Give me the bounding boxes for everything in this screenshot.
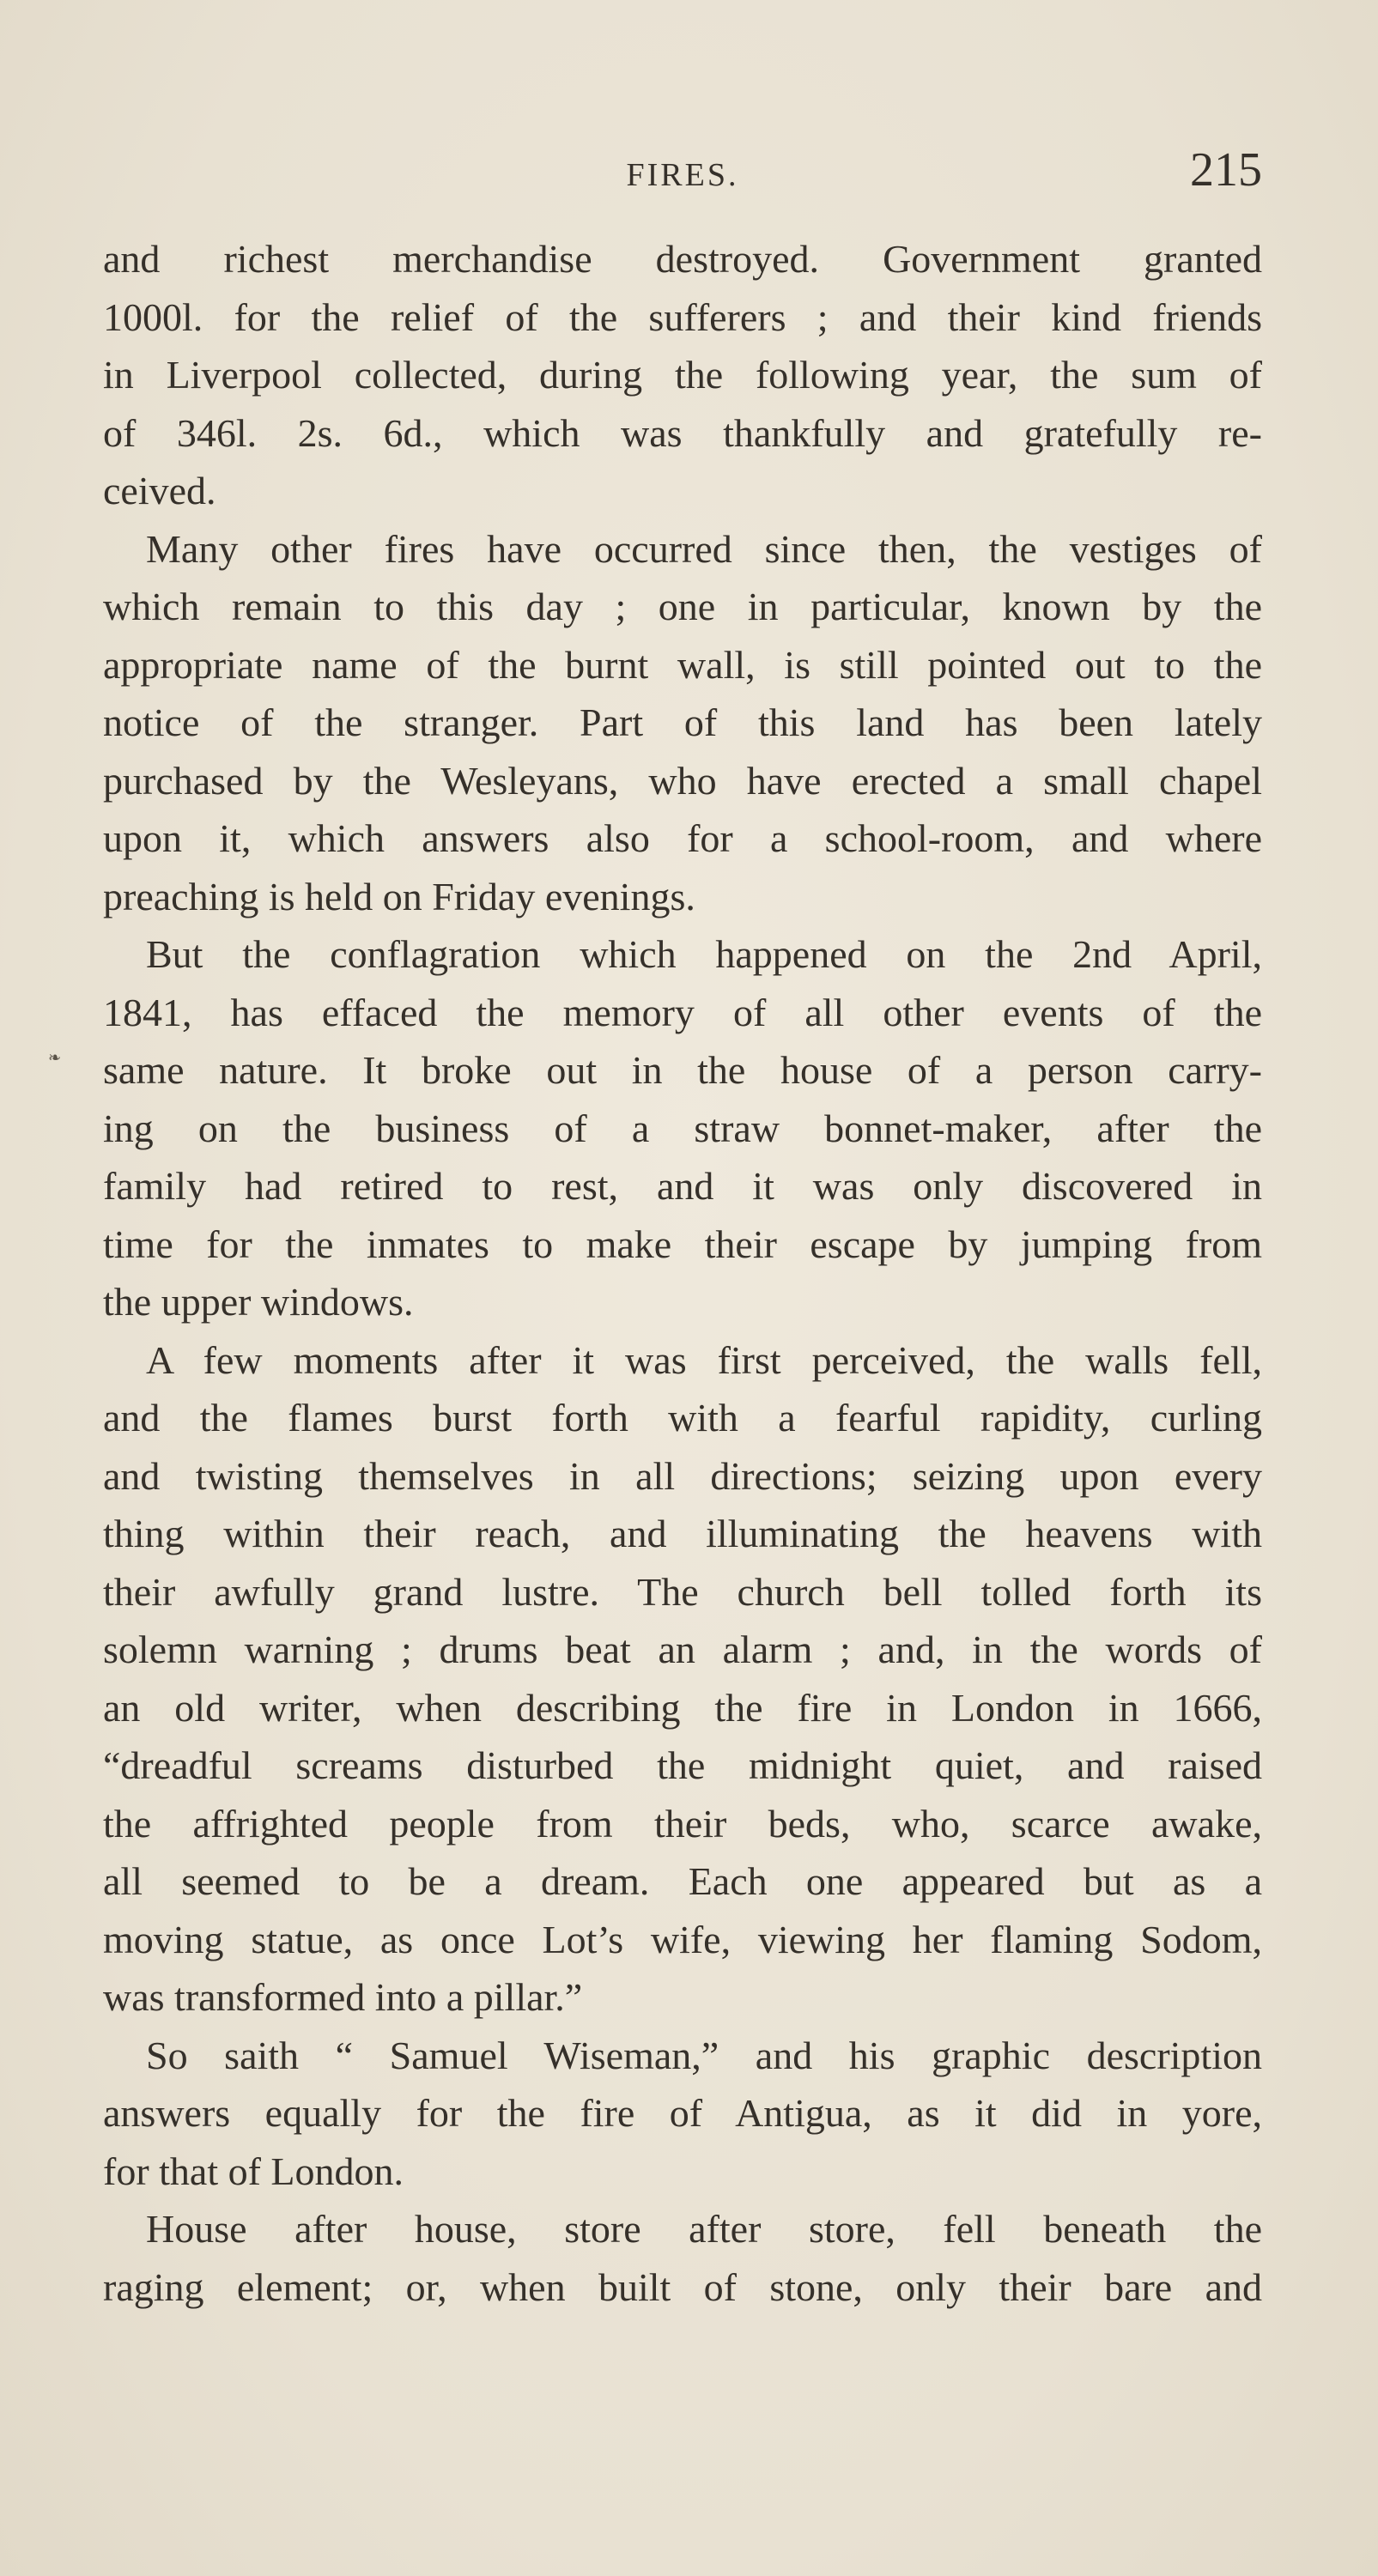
- text-line: for that of London.: [103, 2149, 404, 2193]
- text-line: was transformed into a pillar.”: [103, 1975, 583, 2019]
- text-line: preaching is held on Friday evenings.: [103, 874, 695, 918]
- text-line: moving statue, as once Lot’s wife, viewing her flaming Sodom,: [103, 1917, 1262, 1961]
- text-line: which remain to this day ; one in particular, known by the: [103, 585, 1262, 628]
- text-line: the upper windows.: [103, 1280, 414, 1324]
- text-line: in Liverpool collected, during the following year, the sum of: [103, 353, 1262, 397]
- text-line: thing within their reach, and illuminating the heavens with: [103, 1512, 1262, 1555]
- text-line: raging element; or, when built of stone, only their bare and: [103, 2264, 1262, 2309]
- body-text: [103, 230, 1262, 2316]
- text-line: notice of the stranger. Part of this land has been lately: [103, 700, 1262, 744]
- text-line: upon it, which answers also for a school-room, and where: [103, 816, 1262, 860]
- text-line: appropriate name of the burnt wall, is still pointed out to the: [103, 642, 1262, 687]
- text-line: 1841, has effaced the memory of all other events of the: [103, 990, 1262, 1034]
- text-line: family had retired to rest, and it was only discovered in: [103, 1164, 1262, 1208]
- text-line: But the conflagration which happened on the 2nd April,: [146, 932, 1262, 976]
- text-line: an old writer, when describing the fire in London in 1666,: [103, 1685, 1262, 1730]
- text-line: answers equally for the fire of Antigua, as it did in yore,: [103, 2091, 1262, 2135]
- text-line: “dreadful screams disturbed the midnight quiet, and raised: [103, 1743, 1262, 1787]
- text-line: So saith “ Samuel Wiseman,” and his graphic description: [146, 2033, 1262, 2077]
- text-line: and richest merchandise destroyed. Government granted: [103, 237, 1262, 281]
- text-line: ceived.: [103, 469, 216, 512]
- text-line: ing on the business of a straw bonnet-maker, after the: [103, 1106, 1262, 1150]
- margin-speck-mark: ❧: [48, 1049, 62, 1067]
- text-line: the affrighted people from their beds, who, scarce awake,: [103, 1801, 1262, 1846]
- text-line: all seemed to be a dream. Each one appeared but as a: [103, 1859, 1262, 1903]
- text-line: solemn warning ; drums beat an alarm ; and, in the words of: [103, 1627, 1262, 1671]
- text-line: and twisting themselves in all directions; seizing upon every: [103, 1453, 1262, 1498]
- text-line: purchased by the Wesleyans, who have erected a small chapel: [103, 758, 1262, 803]
- text-line: same nature. It broke out in the house of a person carry-: [103, 1048, 1262, 1092]
- page-number: 215: [1190, 143, 1262, 197]
- text-line: House after house, store after store, fell beneath the: [146, 2207, 1262, 2251]
- text-line: and the flames burst forth with a fearful rapidity, curling: [103, 1396, 1262, 1440]
- running-title: FIRES.: [626, 157, 739, 193]
- text-line: A few moments after it was first perceived, the walls fell,: [146, 1337, 1262, 1382]
- text-line: time for the inmates to make their escape by jumping from: [103, 1221, 1262, 1266]
- running-head: [103, 137, 1262, 197]
- text-line: Many other fires have occurred since then, the vestiges of: [146, 526, 1262, 571]
- text-line: 1000l. for the relief of the sufferers ; and their kind friends: [103, 294, 1262, 339]
- text-line: their awfully grand lustre. The church bell tolled forth its: [103, 1569, 1262, 1614]
- text-line: of 346l. 2s. 6d., which was thankfully and gratefully re-: [103, 410, 1262, 455]
